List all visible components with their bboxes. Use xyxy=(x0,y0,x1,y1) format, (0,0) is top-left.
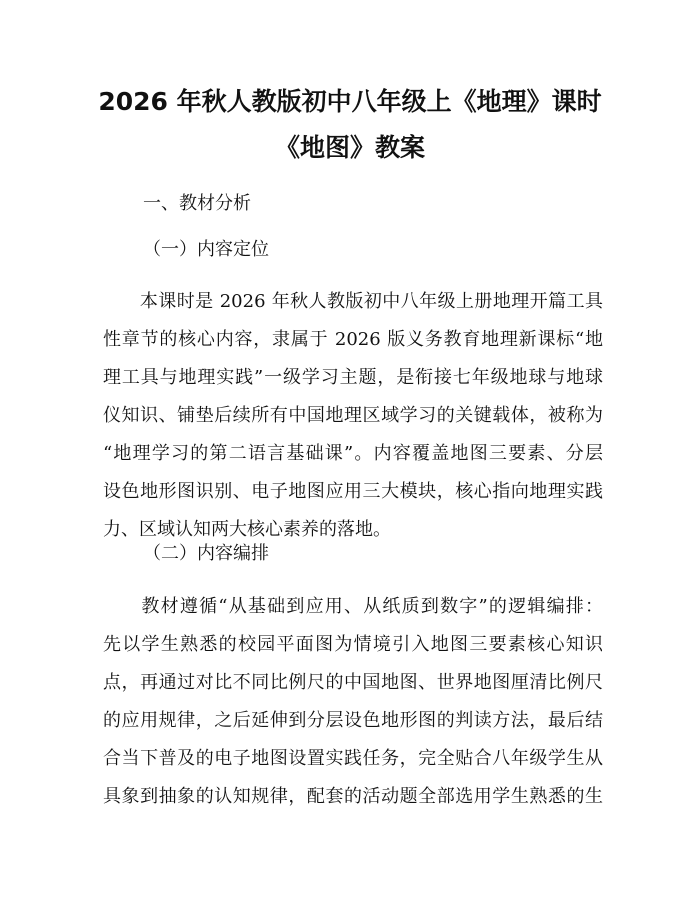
paragraph-line: 具象到抽象的认知规律，配套的活动题全部选用学生熟悉的生 xyxy=(103,786,603,807)
section-heading-textbook-analysis: 一、教材分析 xyxy=(143,193,251,214)
paragraph-line: 仪知识、铺垫后续所有中国地理区域学习的关键载体，被称为 xyxy=(103,405,603,426)
paragraph-line: “地理学习的第二语言基础课”。内容覆盖地图三要素、分层 xyxy=(103,443,603,464)
paragraph-content-arrangement xyxy=(103,588,603,816)
paragraph-line: 本课时是 2026 年秋人教版初中八年级上册地理开篇工具 xyxy=(103,291,603,312)
paragraph-line: 教材遵循“从基础到应用、从纸质到数字”的逻辑编排： xyxy=(103,596,603,617)
paragraph-line: 合当下普及的电子地图设置实践任务，完全贴合八年级学生从 xyxy=(103,748,603,769)
paragraph-line: 点，再通过对比不同比例尺的中国地图、世界地图厘清比例尺 xyxy=(103,672,603,693)
subsection-heading-content-arrangement: （二）内容编排 xyxy=(143,543,269,564)
paragraph-content-positioning xyxy=(103,283,603,549)
document-title-line-1: 2026 年秋人教版初中八年级上《地理》课时 xyxy=(98,87,602,116)
subsection-heading-content-positioning: （一）内容定位 xyxy=(143,239,269,260)
document-title-line-2: 《地图》教案 xyxy=(274,133,425,162)
paragraph-line: 的应用规律，之后延伸到分层设色地形图的判读方法，最后结 xyxy=(103,710,603,731)
paragraph-line: 先以学生熟悉的校园平面图为情境引入地图三要素核心知识 xyxy=(103,634,603,655)
paragraph-line: 力、区域认知两大核心素养的落地。 xyxy=(103,519,391,540)
paragraph-line: 性章节的核心内容，隶属于 2026 版义务教育地理新课标“地 xyxy=(103,329,603,350)
paragraph-line: 理工具与地理实践”一级学习主题，是衔接七年级地球与地球 xyxy=(103,367,603,388)
paragraph-line: 设色地形图识别、电子地图应用三大模块，核心指向地理实践 xyxy=(103,481,603,502)
